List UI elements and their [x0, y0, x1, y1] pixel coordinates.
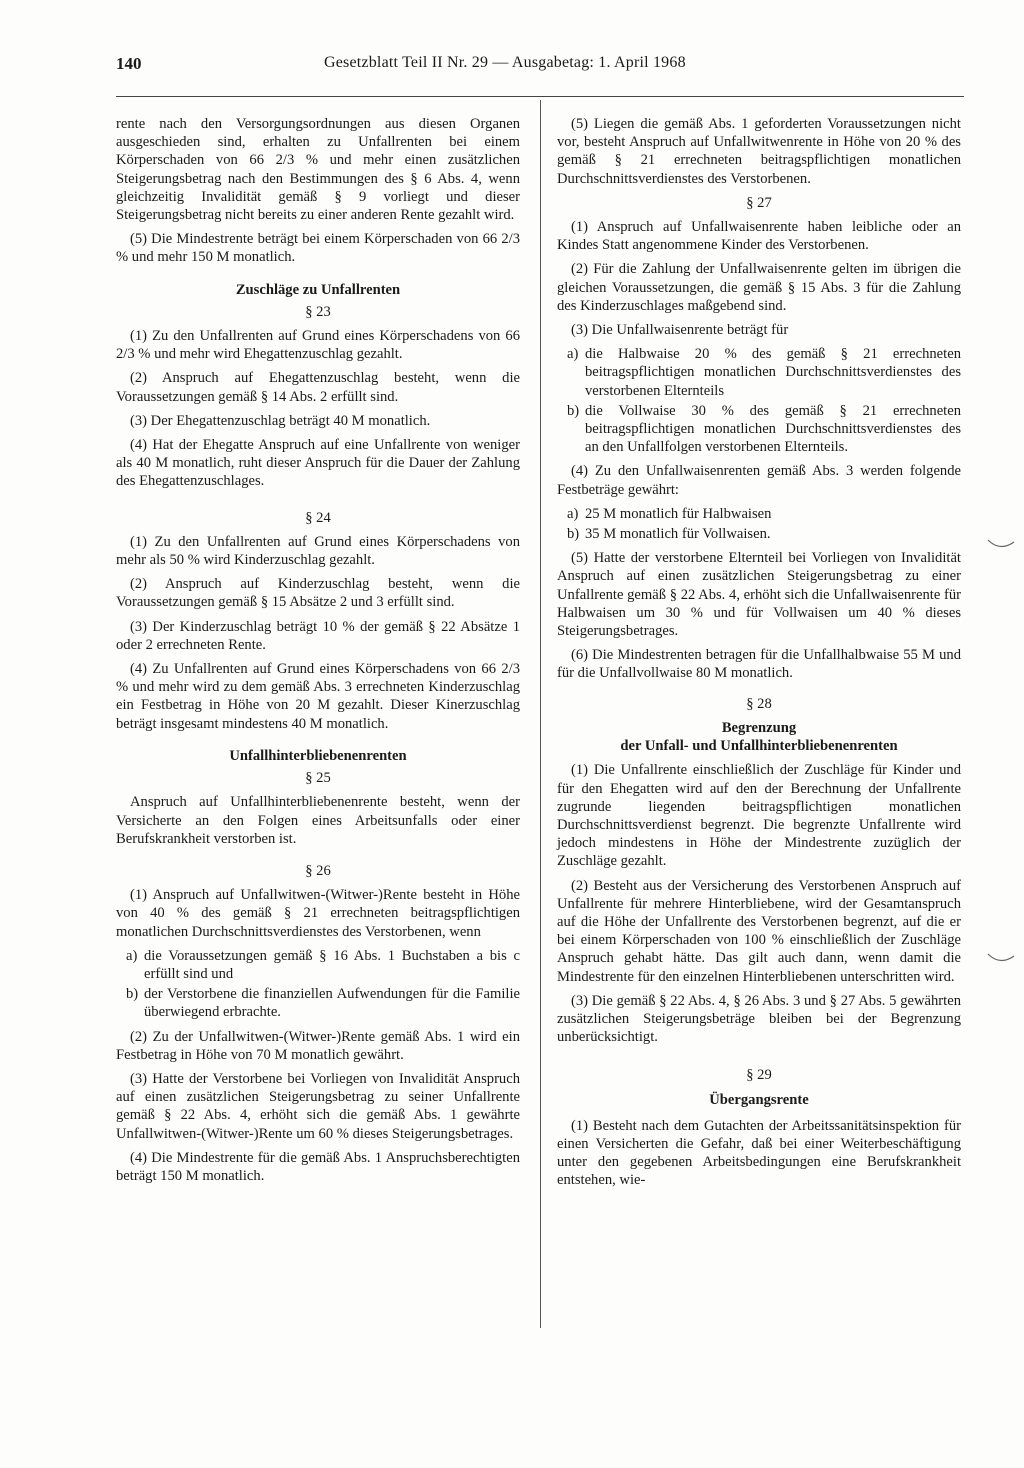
list-item-text: 25 M monatlich für Halbwaisen — [585, 505, 772, 522]
page-number: 140 — [116, 54, 142, 73]
paragraph: (1) Anspruch auf Unfallwitwen-(Witwer-)Rente besteht in Höhe von 40 % des gemäß § 21 errechneten beitragspflichtigen monatlichen Durchschnittsverdienstes des Verstorbenen, wenn — [116, 887, 520, 940]
paragraph: (3) Hatte der Verstorbene bei Vorliegen von Invalidität Anspruch auf einen zusätzlichen Steigerungsbetrag zu seiner Unfallrente gemäß § 22 Abs. 4, erhöht sich die gemäß Abs. 1 gewährte Unfallwitwen-(Witwer-)Rente um 60 % dieses Steigerungsbetrages. — [116, 1070, 520, 1142]
paragraph: (4) Zu Unfallrenten auf Grund eines Körperschadens von 66 2/3 % und mehr wird zu dem gemäß Abs. 3 errechneten Kinderzuschlag ein Festbetrag in Höhe von 20 M gezahlt. Dieser Kinerzuschlag beträgt insgesamt mindestens 40 M monatlich. — [116, 661, 520, 732]
list-item — [557, 525, 961, 543]
paragraph: (4) Zu den Unfallwaisenrenten gemäß Abs. 3 werden folgende Festbeträge gewährt: — [557, 463, 961, 498]
list-item-text: 35 M monatlich für Vollwaisen. — [585, 526, 771, 543]
header-divider — [116, 96, 964, 97]
margin-mark — [986, 950, 1016, 966]
paragraph: (3) Der Ehegattenzuschlag beträgt 40 M monatlich. — [130, 412, 431, 429]
list-marker: b) — [567, 526, 580, 543]
left-column — [116, 115, 520, 1191]
list-item — [557, 402, 961, 457]
list-item — [557, 345, 961, 400]
paragraph: (2) Anspruch auf Kinderzuschlag besteht, wenn die Voraussetzungen gemäß § 15 Absätze 2 und 3 erfüllt sind. — [116, 576, 520, 611]
list-item-text: die Halbwaise 20 % des gemäß § 21 errechneten beitragspflichtigen monatlichen Durchschnittsverdienstes des verstorbenen Elternteils — [585, 346, 961, 399]
list-marker: a) — [567, 346, 579, 363]
paragraph: (5) Die Mindestrente beträgt bei einem Körperschaden von 66 2/3 % und mehr 150 M monatlich. — [116, 231, 520, 266]
paragraph: (1) Die Unfallrente einschließlich der Zuschläge für Kinder und für den Ehegatten wird auf den der Berechnung der Unfallrente zugrunde liegenden beitragspflichtigen monatlichen Durchschnittsverdienst begrenzt. Die begrenzte Unfallrente wird jedoch mindestens in Höhe der Mindestrente zuzüglich der Zuschläge gezahlt. — [557, 762, 961, 870]
column-divider — [540, 100, 541, 1328]
section-number: § 24 — [305, 509, 331, 526]
paragraph: (1) Anspruch auf Unfallwaisenrente haben leibliche oder an Kindes Statt angenommene Kinder des Verstorbenen. — [557, 219, 961, 254]
paragraph: (3) Der Kinderzuschlag beträgt 10 % der gemäß § 22 Absätze 1 oder 2 errechneten Rente. — [116, 618, 520, 653]
margin-mark — [986, 536, 1016, 552]
list-item-text: der Verstorbene die finanziellen Aufwendungen für die Familie überwiegend erbrachte. — [144, 986, 520, 1021]
section-number: § 29 — [746, 1067, 772, 1084]
section-heading: Zuschläge zu Unfallrenten — [235, 281, 401, 298]
list-marker: a) — [126, 947, 138, 964]
section-heading: Übergangsrente — [709, 1091, 809, 1108]
paragraph: (1) Zu den Unfallrenten auf Grund eines Körperschadens von 66 2/3 % und mehr wird Ehegattenzuschlag gezahlt. — [116, 328, 520, 363]
paragraph: (3) Die gemäß § 22 Abs. 4, § 26 Abs. 3 und § 27 Abs. 5 gewährten zusätzlichen Steigerungsbeträge bleiben bei der Begrenzung unberücksichtigt. — [557, 992, 961, 1046]
section-number: § 27 — [746, 194, 772, 211]
right-column — [557, 115, 961, 1196]
paragraph: (5) Liegen die gemäß Abs. 1 geforderten Voraussetzungen nicht vor, besteht Anspruch auf Unfallwitwenrente in Höhe von 20 % des gemäß § 21 errechneten beitragspflichtigen monatlichen Durchschnittsverdienstes des Verstorbenen. — [557, 116, 961, 187]
paragraph: (4) Die Mindestrente für die gemäß Abs. 1 Anspruchsberechtigten beträgt 150 M monatlich. — [116, 1149, 520, 1184]
section-number: § 25 — [305, 770, 331, 787]
list-item-text: die Voraussetzungen gemäß § 16 Abs. 1 Buchstaben a bis c erfüllt sind und — [144, 947, 520, 982]
paragraph: (2) Für die Zahlung der Unfallwaisenrente gelten im übrigen die gleichen Voraussetzungen, die gemäß § 15 Abs. 3 für die Zahlung des Kinderzuschlages maßgebend sind. — [557, 261, 961, 314]
paragraph: (4) Hat der Ehegatte Anspruch auf eine Unfallrente von weniger als 40 M monatlich, ruht dieser Anspruch für die Dauer der Zahlung des Ehegattenzuschlages. — [116, 437, 520, 490]
paragraph: (2) Besteht aus der Versicherung des Verstorbenen Anspruch auf Unfallrente für mehrere Hinterbliebene, wird der Gesamtanspruch auf die Höhe der Unfallrente des Verstorbenen begrenzt, auf die er bei einem Körperschaden von 100 % einschließlich der Zuschläge Anspruch gehabt hätte. Das gilt auch dann, wenn damit die Mindestrente für den einzelnen Hinterbliebenen unterschritten wird. — [557, 877, 961, 985]
paragraph: (6) Die Mindestrenten betragen für die Unfallhalbwaise 55 M und für die Unfallvollwaise 80 M monatlich. — [557, 647, 961, 682]
paragraph: (1) Zu den Unfallrenten auf Grund eines Körperschadens von mehr als 50 % wird Kinderzuschlag gezahlt. — [116, 533, 520, 569]
paragraph: (1) Besteht nach dem Gutachten der Arbeitssanitätsinspektion für einen Versicherten die Gefahr, daß bei einer Weiterbeschäftigung unter den gegebenen Arbeitsbedingungen eine Berufskrankheit entstehen, wie- — [557, 1117, 961, 1189]
list-marker: b) — [126, 986, 139, 1003]
section-heading: Unfallhinterbliebenenrenten — [229, 747, 407, 764]
page-header — [116, 54, 756, 76]
list-item — [116, 985, 520, 1021]
paragraph: (2) Anspruch auf Ehegattenzuschlag besteht, wenn die Voraussetzungen gemäß § 14 Abs. 2 erfüllt sind. — [116, 370, 520, 405]
list-item — [116, 947, 520, 983]
section-number: § 23 — [305, 303, 331, 320]
list-item-text: die Vollwaise 30 % des gemäß § 21 errechneten beitragspflichtigen monatlichen Durchschnittsverdienstes des an den Unfallfolgen verstorbenen Elternteils. — [585, 402, 961, 456]
section-number: § 26 — [305, 862, 331, 879]
running-title: Gesetzblatt Teil II Nr. 29 — Ausgabetag: 1. April 1968 — [324, 54, 686, 71]
list-item — [557, 505, 961, 523]
list-marker: b) — [567, 402, 580, 419]
paragraph: (3) Die Unfallwaisenrente beträgt für — [571, 322, 789, 339]
section-number: § 28 — [746, 695, 772, 712]
paragraph: (2) Zu der Unfallwitwen-(Witwer-)Rente gemäß Abs. 1 wird ein Festbetrag in Höhe von 70 M monatlich gewährt. — [116, 1028, 520, 1063]
section-heading: Begrenzung — [721, 719, 797, 736]
paragraph: rente nach den Versorgungsordnungen aus diesen Organen ausgeschieden sind, erhalten zu Unfallrenten bei einem Körperschaden von 66 2/3 % und mehr einen zusätzlichen Steigerungsbetrag nach den Bestimmungen des § 6 Abs. 4, wenn gleichzeitig Invalidität gemäß § 9 vorliegt und dieser Steigerungsbetrag nicht bereits zu einer anderen Rente gezahlt wird. — [116, 116, 520, 224]
paragraph: (5) Hatte der verstorbene Elternteil bei Vorliegen von Invalidität Anspruch auf einen zusätzlichen Steigerungsbetrag zu einer Unfallrente gemäß § 22 Abs. 4, erhöht sich die Unfallwaisenrente für Halbwaisen um 30 % und für Vollwaisen um 40 % dieses Steigerungsbetrages. — [557, 550, 961, 640]
section-heading: der Unfall- und Unfallhinterbliebenenrenten — [620, 738, 898, 755]
list-marker: a) — [567, 505, 579, 522]
paragraph: Anspruch auf Unfallhinterbliebenenrente besteht, wenn der Versicherte an den Folgen eines Arbeitsunfalls oder einer Berufskrankheit verstorben ist. — [116, 794, 520, 847]
